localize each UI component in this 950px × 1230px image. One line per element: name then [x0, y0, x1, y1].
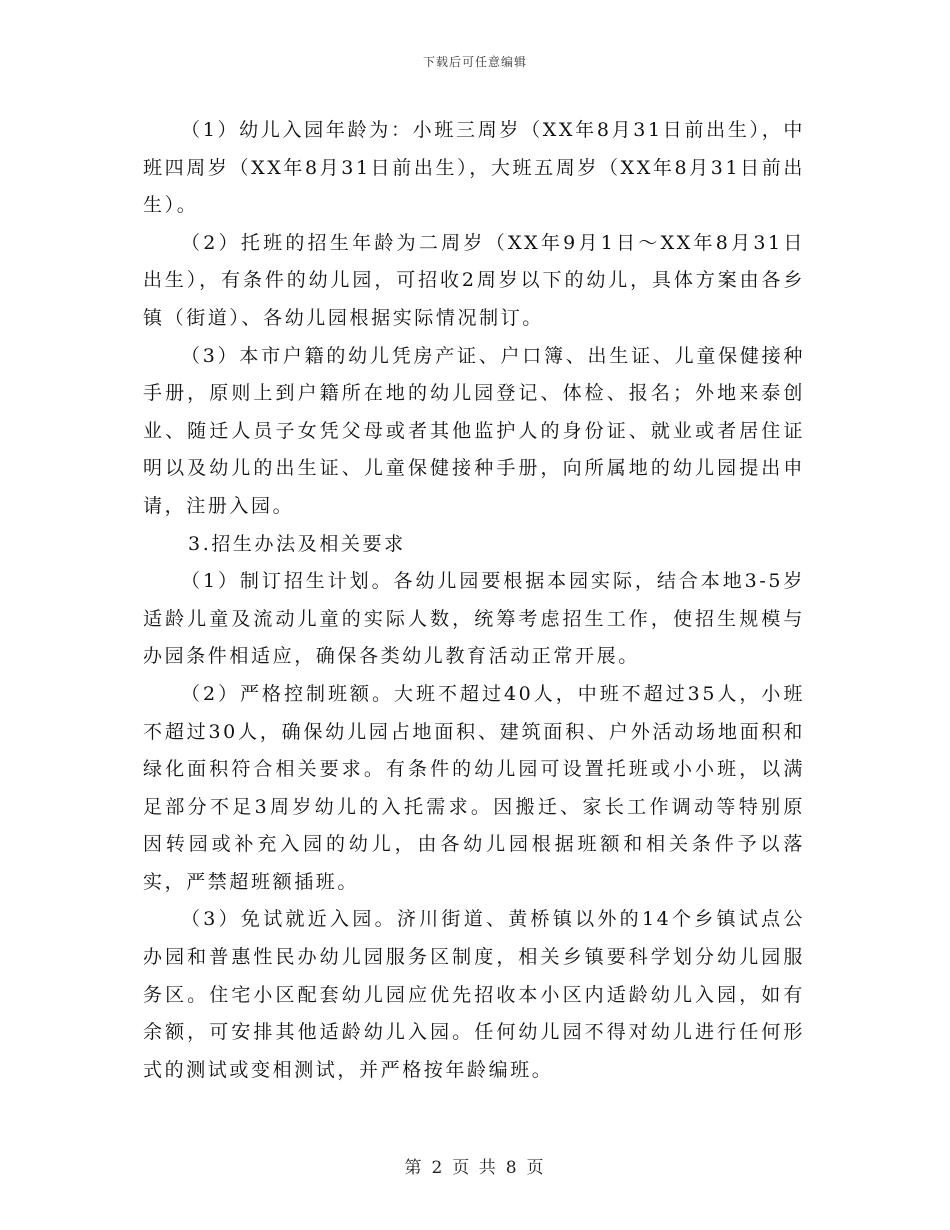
paragraph-enrollment-age: （1）幼儿入园年龄为：小班三周岁（XX年8月31日前出生），中班四周岁（XX年8月31日前出生），大班五周岁（XX年8月31日前出生）。 [143, 119, 805, 217]
footer-suffix: 页 [526, 1158, 546, 1178]
total-page-number: 8 [505, 1158, 519, 1178]
section-heading: 3.招生办法及相关要求 [188, 532, 406, 555]
footer-prefix: 第 [404, 1158, 424, 1178]
current-page-number: 2 [431, 1158, 445, 1178]
paragraph-registration: （3）本市户籍的幼儿凭房产证、户口簿、出生证、儿童保健接种手册，原则上到户籍所在地的幼儿园登记、体检、报名；外地来泰创业、随迁人员子女凭父母或者其他监护人的身份证、就业或者居住证明以及幼儿的出生证、儿童保健接种手册，向所属地的幼儿园提出申请，注册入园。 [143, 344, 805, 517]
paragraph-nursery-age: （2）托班的招生年龄为二周岁（XX年9月1日～XX年8月31日出生），有条件的幼儿园，可招收2周岁以下的幼儿，具体方案由各乡镇（街道）、各幼儿园根据实际情况制订。 [143, 231, 805, 329]
page-header: 下载后可任意编辑 [422, 55, 527, 69]
paragraph-class-size: （2）严格控制班额。大班不超过40人，中班不超过35人，小班不超过30人，确保幼儿园占地面积、建筑面积、户外活动场地面积和绿化面积符合相关要求。有条件的幼儿园可设置托班或小小班，以满足部分不足3周岁幼儿的入托需求。因搬迁、家长工作调动等特别原因转园或补充入园的幼儿，由各幼儿园根据班额和相关条件予以落实，严禁超班额插班。 [143, 682, 805, 893]
paragraph-enrollment-plan: （1）制订招生计划。各幼儿园要根据本园实际，结合本地3-5岁适龄儿童及流动儿童的实际人数，统筹考虑招生工作，使招生规模与办园条件相适应，确保各类幼儿教育活动正常开展。 [143, 570, 805, 668]
page-footer [0, 1153, 950, 1178]
footer-middle: 页 共 [452, 1158, 498, 1178]
document-body [143, 112, 805, 1089]
paragraph-nearby-enrollment: （3）免试就近入园。济川街道、黄桥镇以外的14个乡镇试点公办园和普惠性民办幼儿园服务区制度，相关乡镇要科学划分幼儿园服务区。住宅小区配套幼儿园应优先招收本小区内适龄幼儿入园，如有余额，可安排其他适龄幼儿入园。任何幼儿园不得对幼儿进行任何形式的测试或变相测试，并严格按年龄编班。 [143, 908, 805, 1081]
